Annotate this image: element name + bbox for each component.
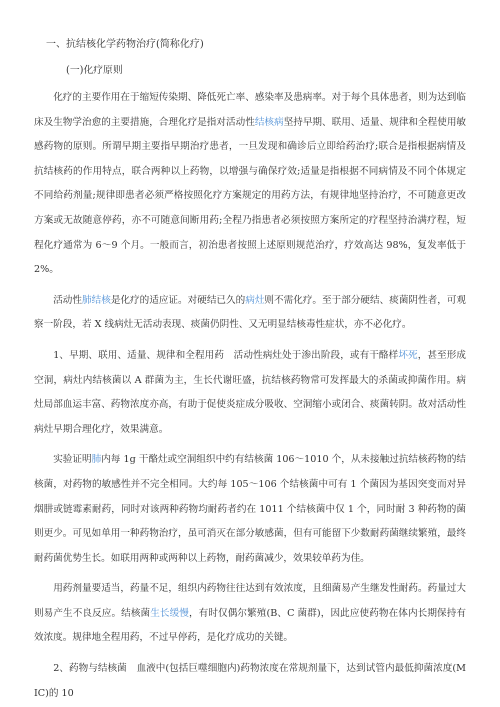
paragraph-text: 化疗的主要作用在于缩短传染期、降低死亡率、感染率及患病率。对于每个具体患者，则为达到临床及生物学治愈的主要措施，合理化疗是指对活动性	[34, 92, 466, 128]
paragraph-text: 2、药物与结核菌 血液中(包括巨噬细胞内)药物浓度在常规剂量下，达到试管内最低抑菌浓度(MIC)的 10	[34, 663, 466, 699]
main-heading: 一、抗结核化学药物治疗(简称化疗)	[46, 39, 204, 50]
keyword-link[interactable]: 生长缓慢	[150, 607, 189, 619]
paragraph-text: 则不需化疗。至于部分硬结、痰菌阴性者，可观察一阶段，若 X 线病灶无活动表现、痰菌仍阴性、又无明显结核毒性症状，亦不必化疗。	[34, 294, 467, 331]
paragraph-text: 是化疗的适应证。对硬结已久的	[110, 294, 246, 306]
paragraph-text: 坚持早期、联用、适量、规律和全程使用敏感药物的原则。所谓早期主要指早期治疗患者，一旦发现和确诊后立即给药治疗;联合是指根据病情及抗结核药的作用特点，联合两种以上药物，以增强与确保疗效;适量是指根据不同病情及不同个体规定不同给药剂量;规律即患者必须严格按照化疗方案规定的用药方法，有规律地坚持治疗，不可随意更改方案或无故随意停药，亦不可随意间断用药;全程乃指患者必须按照方案所定的疗程坚持治满疗程，短程化疗通常为 6～9 个月。一般而言，初治患者按照上述原则规范治疗，疗效高达 98%，复发率低于 2%。	[34, 116, 467, 276]
paragraph	[34, 86, 466, 283]
paragraph-text: ，甚至形成空洞，病灶内结核菌以 A 群菌为主，生长代谢旺盛，抗结核药物常可发挥最大的杀菌或抑菌作用。病灶局部血运丰富、药物浓度亦高，有助于促使炎症成分吸收、空洞缩小或闭合、痰菌转阴。故对活动性病灶早期合理化疗，效果满意。	[34, 349, 467, 435]
keyword-link[interactable]: 病灶	[245, 294, 265, 306]
keyword-link[interactable]: 肺	[91, 454, 102, 466]
paragraph	[34, 577, 466, 651]
keyword-link[interactable]: 肺结核	[82, 294, 111, 306]
paragraph-text: 实验证明	[53, 454, 92, 466]
paragraph-text: 活动性	[53, 294, 82, 306]
paragraph	[34, 344, 466, 442]
body-text	[34, 86, 466, 706]
paragraph-text: 1、早期、联用、适量、规律和全程用药 活动性病灶处于渗出阶段，或有干酪样	[53, 349, 399, 361]
keyword-link[interactable]: 坏死	[398, 349, 418, 361]
paragraph-text: ，有时仅偶尔繁殖(B、C 菌群)，因此应使药物在体内长期保持有效浓度。规律地全程用药，不过早停药，是化疗成功的关键。	[34, 607, 466, 644]
paragraph	[34, 289, 466, 338]
paragraph-text: 用药剂量要适当，药量不足，组织内药物往往达到有效浓度，且细菌易产生继发性耐药。药量过大则易产生不良反应。结核菌	[34, 583, 466, 619]
keyword-link[interactable]: 结核病	[254, 116, 284, 128]
paragraph	[34, 448, 466, 571]
paragraph	[34, 657, 466, 706]
sub-heading: (一)化疗原则	[66, 65, 123, 76]
paragraph-text: 内每 1g 干酪灶或空洞组织中约有结核菌 106～1010 个，从未接触过抗结核药物的结核菌，对药物的敏感性并不完全相同。大约每 105～106 个结核菌中可有 1 个菌因为基因突变而对异烟肼或链霉素耐药，同时对该两种药物均耐药者约在 1011 个结核菌中仅 1 个，同时耐 3 种药物的菌则更少。可见如单用一种药物治疗，虽可消灭在部分敏感菌，但有可能留下少数耐药菌继续繁殖，最终耐药菌优势生长。如联用两种或两种以上药物，耐药菌减少，效果较单药为佳。	[34, 454, 467, 564]
